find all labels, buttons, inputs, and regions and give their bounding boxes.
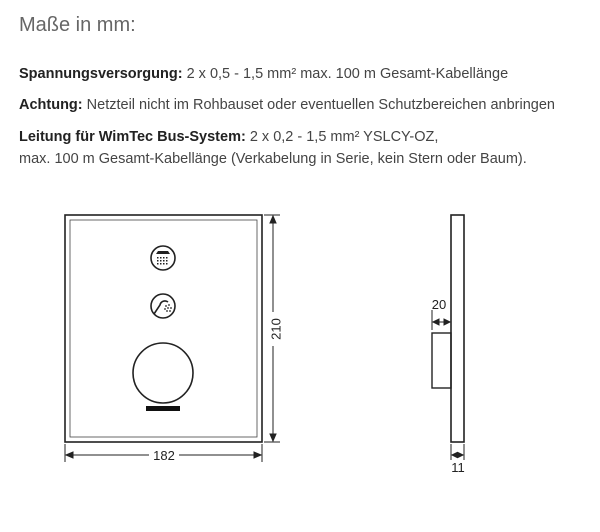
width-label: 182: [153, 448, 175, 463]
spec-text: 2 x 0,5 - 1,5 mm² max. 100 m Gesamt-Kabellänge: [186, 66, 509, 82]
spec-label: Leitung für WimTec Bus-System:: [19, 129, 246, 145]
side-view: [432, 215, 464, 442]
rotary-knob: [133, 343, 193, 403]
depth-part-label: 20: [431, 297, 447, 312]
spec-bus-cable-continued: max. 100 m Gesamt-Kabellänge (Verkabelung in Serie, kein Stern oder Baum).: [19, 151, 527, 167]
depth-total-dimension: [451, 444, 464, 460]
spec-text: 2 x 0,2 - 1,5 mm² YSLCY-OZ,: [249, 129, 439, 145]
depth-part-dimension: [432, 310, 450, 330]
spec-text: Netzteil nicht im Rohbauset oder eventuellen Schutzbereichen anbringen: [86, 97, 555, 113]
height-label: 210: [268, 318, 284, 340]
spec-label: Spannungsversorgung:: [19, 66, 183, 82]
page-title: Maße in mm:: [19, 14, 136, 36]
indicator-bar: [146, 406, 180, 411]
spec-label: Achtung:: [19, 97, 83, 113]
depth-total-label: 11: [451, 460, 465, 475]
hand-shower-icon: [151, 294, 175, 318]
shower-head-icon: [151, 246, 175, 270]
